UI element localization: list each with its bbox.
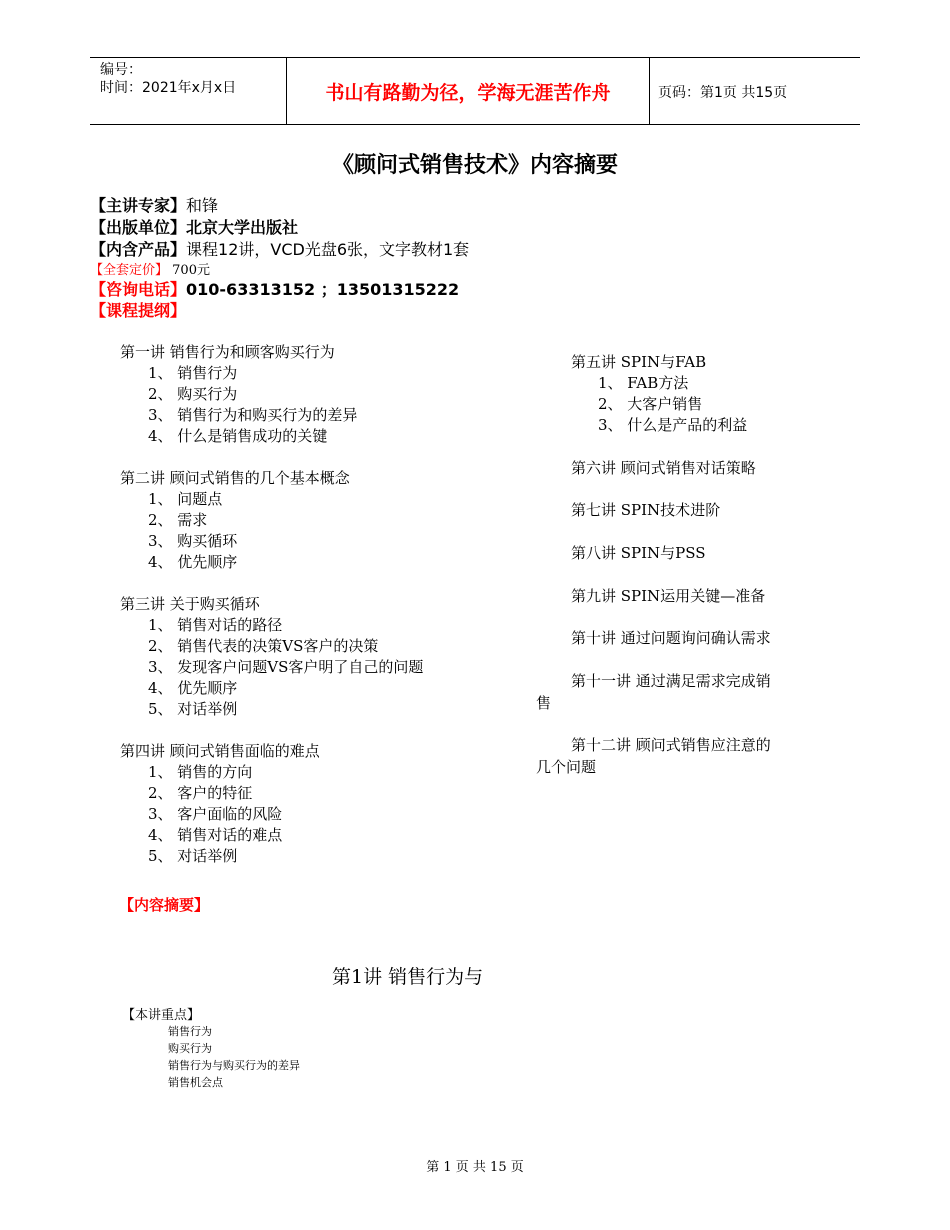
- lecture-11-title: 第十一讲 通过满足需求完成销: [571, 672, 771, 690]
- products-value: 课程12讲，VCD光盘6张，文字教材1套: [186, 240, 470, 259]
- lecture-item: 1、 问题点: [148, 490, 223, 508]
- lecture-block: [120, 342, 423, 447]
- summary-label: [119, 894, 209, 915]
- price-label: 【全套定价】: [90, 263, 169, 278]
- info-phone: [90, 280, 459, 300]
- key-points-label: 【本讲重点】: [122, 1008, 201, 1023]
- products-label: 【内含产品】: [90, 240, 187, 259]
- lecture-item: 5、 对话举例: [148, 700, 238, 718]
- lecture-item: 3、 购买循环: [148, 532, 238, 550]
- lecture-item: 2、 销售代表的决策VS客户的决策: [148, 637, 379, 655]
- lecture-8-title: 第八讲 SPIN与PSS: [571, 544, 706, 562]
- info-publisher: [90, 218, 298, 238]
- key-point-item: 购买行为: [168, 1042, 212, 1055]
- summary-label-text: 【内容摘要】: [119, 896, 210, 914]
- lecture-item: 5、 对话举例: [148, 847, 238, 865]
- lecture-9-title: 第九讲 SPIN运用关键—准备: [571, 587, 766, 605]
- info-price: [90, 261, 210, 281]
- header-motto: 书山有路勤为径，学海无涯苦作舟: [286, 58, 650, 124]
- phone-label: 【咨询电话】: [90, 280, 187, 299]
- lecture-item: 4、 销售对话的难点: [148, 826, 283, 844]
- header-page-label: 页码：第1页 共15页: [658, 85, 788, 101]
- number-label: 编号：: [100, 62, 142, 78]
- lecture-item: 2、 需求: [148, 511, 208, 529]
- info-products: [90, 240, 469, 260]
- key-point-item: 销售机会点: [168, 1076, 223, 1089]
- lecture-item: 3、 发现客户问题VS客户明了自己的问题: [148, 658, 424, 676]
- page-header: [90, 57, 860, 125]
- lecture-item: 3、 销售行为和购买行为的差异: [148, 406, 358, 424]
- lecture-10-title: 第十讲 通过问题询问确认需求: [571, 629, 771, 647]
- lecture-item: 4、 优先顺序: [148, 679, 238, 697]
- lecture-item: 4、 什么是销售成功的关键: [148, 427, 328, 445]
- page-footer: 第 1 页 共 15 页: [426, 1160, 524, 1175]
- lectures-left-column: [120, 342, 423, 867]
- info-outline: [90, 301, 186, 321]
- lecture-item: 2、 购买行为: [148, 385, 238, 403]
- lecture-item: 1、 销售行为: [148, 364, 238, 382]
- publisher-label: 【出版单位】: [90, 218, 187, 237]
- lecture-11-title-cont: 售: [536, 694, 552, 712]
- lecture-7-title: 第七讲 SPIN技术进阶: [571, 501, 721, 519]
- lecture-block: [120, 741, 423, 867]
- key-points-list: [168, 1023, 300, 1091]
- lecture-12-title: 第十二讲 顾问式销售应注意的: [571, 736, 771, 754]
- lecture-item: 1、 FAB方法: [598, 374, 689, 392]
- price-value: 700元: [168, 263, 210, 278]
- lecture-item: 2、 大客户销售: [598, 395, 703, 413]
- header-meta: [100, 61, 236, 97]
- expert-value: 和锋: [186, 196, 219, 215]
- key-point-item: 销售行为: [168, 1025, 212, 1038]
- lecture-item: 3、 客户面临的风险: [148, 805, 283, 823]
- lecture-item: 1、 销售的方向: [148, 763, 253, 781]
- publisher-value: 北京大学出版社: [186, 218, 299, 237]
- key-point-item: 销售行为与购买行为的差异: [168, 1059, 300, 1072]
- lecture-item: 2、 客户的特征: [148, 784, 253, 802]
- lecture-item: 1、 销售对话的路径: [148, 616, 283, 634]
- lecture-title: 第三讲 关于购买循环: [120, 595, 260, 613]
- time-label: 时间：2021年x月x日: [100, 80, 237, 96]
- document-title: 《顾问式销售技术》内容摘要: [331, 153, 618, 178]
- lecture-title: 第四讲 顾问式销售面临的难点: [120, 742, 320, 760]
- lecture-6-title: 第六讲 顾问式销售对话策略: [571, 459, 756, 477]
- info-expert: [90, 196, 218, 216]
- lecture-12-title-cont: 几个问题: [536, 758, 597, 776]
- lecture-block: [120, 468, 423, 573]
- outline-label: 【课程提纲】: [90, 301, 187, 320]
- lecture-title: 第二讲 顾问式销售的几个基本概念: [120, 469, 350, 487]
- phone-value: 010-63313152 ；13501315222: [186, 280, 460, 299]
- expert-label: 【主讲专家】: [90, 196, 187, 215]
- lecture-item: 3、 什么是产品的利益: [598, 416, 748, 434]
- section-title: 第1讲 销售行为与: [332, 966, 484, 988]
- lecture-item: 4、 优先顺序: [148, 553, 238, 571]
- lecture-5-title: 第五讲 SPIN与FAB: [571, 353, 707, 371]
- lecture-title: 第一讲 销售行为和顾客购买行为: [120, 343, 335, 361]
- lecture-block: [120, 594, 423, 720]
